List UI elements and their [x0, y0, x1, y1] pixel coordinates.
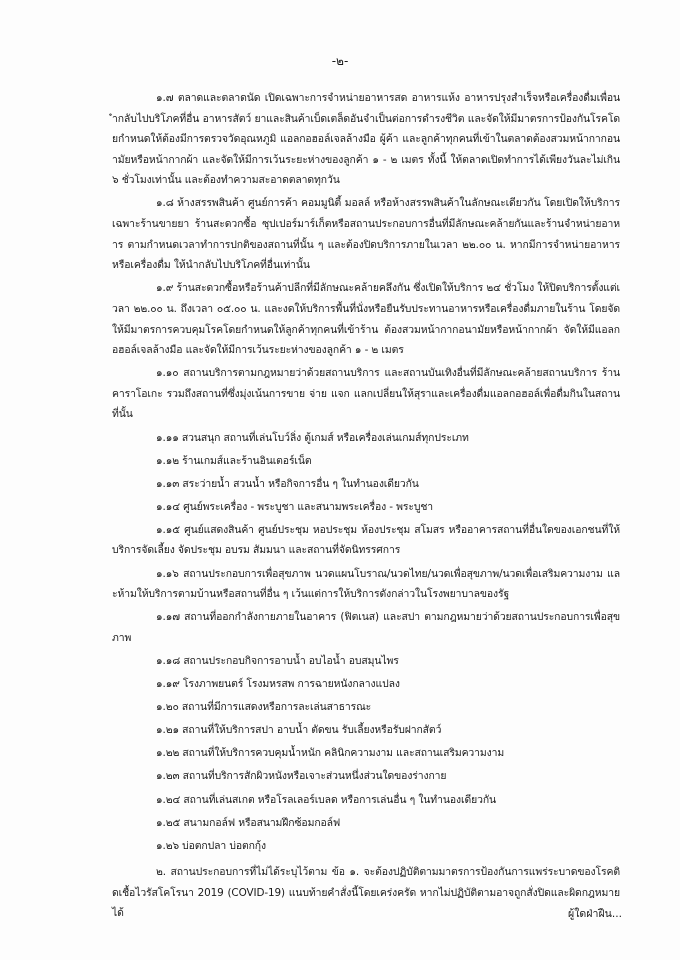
clause-1-8: ๑.๘ ห้างสรรพสินค้า ศูนย์การค้า คอมมูนิตี้ มอลล์ หรือห้างสรรพสินค้าในลักษณะเดียวกัน โดยเปิดให้บริการเฉพาะร้านขายยา ร้านสะดวกซื้อ ซุปเปอร์มาร์เก็ตหรือสถานประกอบการอื่นที่มีลักษณะคล้ายกันและร้านจำหน่ายอาหาร ตามกำหนดเวลาทำการปกติของสถานที่นั้น ๆ และต้องปิดบริการภายในเวลา ๒๒.๐๐ น. หากมีการจำหน่ายอาหารหรือเครื่องดื่ม ให้นำกลับไปบริโภคที่อื่นเท่านั้น [112, 197, 620, 272]
page-number: -๒- [331, 54, 349, 68]
clause-1-25: ๑.๒๕ สนามกอล์ฟ หรือสนามฝึกซ้อมกอล์ฟ [156, 816, 341, 829]
clause-1-19: ๑.๑๙ โรงภาพยนตร์ โรงมหรสพ การฉายหนังกลางแปลง [156, 678, 400, 691]
clause-1-18: ๑.๑๘ สถานประกอบกิจการอาบน้ำ อบไอน้ำ อบสมุนไพร [156, 654, 399, 667]
clause-1-12: ๑.๑๒ ร้านเกมส์และร้านอินเตอร์เน็ต [156, 454, 312, 467]
clause-1-21: ๑.๒๑ สถานที่ให้บริการสปา อาบน้ำ ตัดขน รับเลี้ยงหรือรับฝากสัตว์ [156, 724, 442, 737]
continuation-text: ผู้ใดฝ่าฝืน... [568, 908, 622, 920]
clause-1-9: ๑.๙ ร้านสะดวกซื้อหรือร้านค้าปลีกที่มีลักษณะคล้ายคลึงกัน ซึ่งเปิดให้บริการ ๒๔ ชั่วโมง ให้ปิดบริการตั้งแต่เวลา ๒๒.๐๐ น. ถึงเวลา ๐๕.๐๐ น. และงดให้บริการพื้นที่นั่งหรือยืนรับประทานอาหารหรือเครื่องดื่มภายในร้าน โดยจัดให้มีมาตรการควบคุมโรคโดยกำหนดให้ลูกค้าทุกคนที่เข้าร้าน ต้องสวมหน้ากากอนามัยหรือหน้ากากผ้า จัดให้มีแอลกอฮอล์เจลล้างมือ และจัดให้มีการเว้นระยะห่างของลูกค้า ๑ - ๒ เมตร [112, 282, 620, 357]
clause-1-23: ๑.๒๓ สถานที่บริการสักผิวหนังหรือเจาะส่วนหนึ่งส่วนใดของร่างกาย [156, 770, 447, 783]
clause-1-22: ๑.๒๒ สถานที่ให้บริการควบคุมน้ำหนัก คลินิกความงาม และสถานเสริมความงาม [156, 747, 505, 760]
clause-1-16: ๑.๑๖ สถานประกอบการเพื่อสุขภาพ นวดแผนโบราณ/นวดไทย/นวดเพื่อสุขภาพ/นวดเพื่อเสริมความงาม และห้ามให้บริการตามบ้านหรือสถานที่อื่น ๆ เว้นแต่การให้บริการดังกล่าวในโรงพยาบาลของรัฐ [112, 567, 620, 601]
section-2: ๒. สถานประกอบการที่ไม่ได้ระบุไว้ตาม ข้อ ๑. จะต้องปฏิบัติตามมาตรการป้องกันการแพร่ระบาดของโรคติดเชื้อไวรัสโคโรนา 2019 (COVID-19) แนบท้ายคำสั่งนี้โดยเคร่งครัด หากไม่ปฏิบัติตามอาจถูกสั่งปิดและผิดกฎหมายได้ [112, 866, 620, 920]
order-content [112, 88, 620, 924]
clause-1-7: ๑.๗ ตลาดและตลาดนัด เปิดเฉพาะการจำหน่ายอาหารสด อาหารแห้ง อาหารปรุงสำเร็จหรือเครื่องดื่มเพื่อนำกลับไปบริโภคที่อื่น อาหารสัตว์ ยาและสินค้าเบ็ดเตล็ดอันจำเป็นต่อการดำรงชีวิต และจัดให้มีมาตรการป้องกันโรคโดยกำหนดให้ต้องมีการตรวจวัดอุณหภูมิ แอลกอฮอล์เจลล้างมือ ผู้ค้า และลูกค้าทุกคนที่เข้าในตลาดต้องสวมหน้ากากอนามัยหรือหน้ากากผ้า และจัดให้มีการเว้นระยะห่างของลูกค้า ๑ - ๒ เมตร ทั้งนี้ ให้ตลาดเปิดทำการได้เพียงวันละไม่เกิน ๖ ชั่วโมงเท่านั้น และต้องทำความสะอาดตลาดทุกวัน [112, 92, 620, 187]
clause-1-13: ๑.๑๓ สระว่ายน้ำ สวนน้ำ หรือกิจการอื่น ๆ ในทำนองเดียวกัน [156, 477, 419, 490]
clause-1-10: ๑.๑๐ สถานบริการตามกฎหมายว่าด้วยสถานบริการ และสถานบันเทิงอื่นที่มีลักษณะคล้ายสถานบริการ ร้านคาราโอเกะ รวมถึงสถานที่ซึ่งมุ่งเน้นการขาย จ่าย แจก แลกเปลี่ยนให้สุราและเครื่องดื่มแอลกอฮอล์เพื่อดื่มกินในสถานที่นั้น [112, 367, 620, 421]
clause-1-11: ๑.๑๑ สวนสนุก สถานที่เล่นโบว์ลิ่ง ตู้เกมส์ หรือเครื่องเล่นเกมส์ทุกประเภท [156, 431, 469, 444]
clause-1-26: ๑.๒๖ บ่อตกปลา บ่อตกกุ้ง [156, 839, 266, 852]
clause-1-17: ๑.๑๗ สถานที่ออกกำลังกายภายในอาคาร (ฟิตเนส) และสปา ตามกฎหมายว่าด้วยสถานประกอบการเพื่อสุขภาพ [112, 611, 620, 644]
clause-1-24: ๑.๒๔ สถานที่เล่นสเกต หรือโรลเลอร์เบลด หรือการเล่นอื่น ๆ ในทำนองเดียวกัน [156, 793, 497, 806]
clause-1-14: ๑.๑๔ ศูนย์พระเครื่อง - พระบูชา และสนามพระเครื่อง - พระบูชา [156, 500, 434, 513]
clause-1-15: ๑.๑๕ ศูนย์แสดงสินค้า ศูนย์ประชุม หอประชุม ห้องประชุม สโมสร หรืออาคารสถานที่อื่นใดของเอกชนที่ให้บริการจัดเลี้ยง จัดประชุม อบรม สัมมนา และสถานที่จัดนิทรรศการ [112, 523, 620, 557]
clause-1-20: ๑.๒๐ สถานที่มีการแสดงหรือการละเล่นสาธารณะ [156, 701, 372, 714]
